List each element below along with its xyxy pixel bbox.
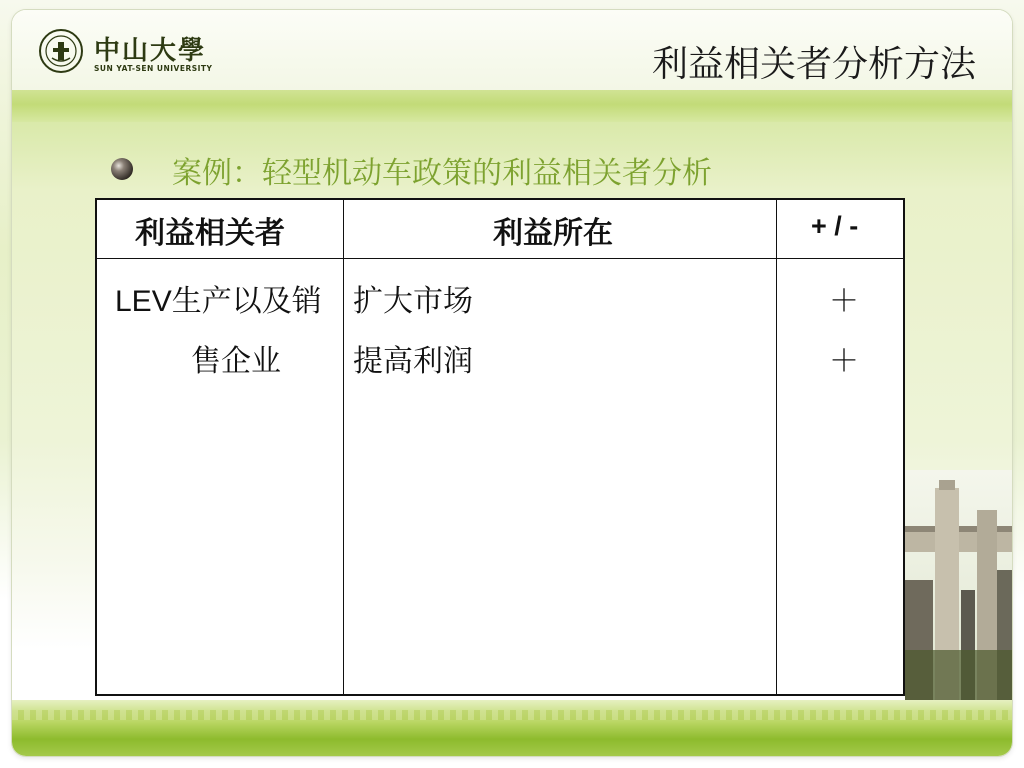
- bottom-stripe: [12, 710, 1012, 720]
- stakeholder-line-2: 售企业: [191, 344, 281, 379]
- gate-photo: [905, 470, 1012, 700]
- subtitle: 案例：轻型机动车政策的利益相关者分析: [172, 156, 712, 191]
- bullet-icon: [110, 157, 134, 181]
- table-column-divider: [776, 200, 777, 694]
- university-logo: [38, 28, 218, 88]
- header-stakeholder: 利益相关者: [135, 216, 285, 251]
- university-seal-icon: [38, 28, 84, 74]
- logo-subtitle: SUN YAT-SEN UNIVERSITY: [94, 64, 213, 73]
- stakeholder-table: [95, 198, 905, 696]
- bottom-green-band: [12, 700, 1012, 756]
- slide-title: 利益相关者分析方法: [651, 44, 976, 85]
- interest-row-2: 提高利润: [353, 344, 473, 379]
- top-green-band: [12, 90, 1012, 122]
- stakeholder-line-1: LEV生产以及销: [115, 285, 322, 318]
- sign-row-1: ＋: [829, 284, 859, 319]
- table-column-divider: [343, 200, 344, 694]
- slide-frame: [12, 10, 1012, 756]
- sign-row-2: ＋: [829, 344, 859, 379]
- header-interest: 利益所在: [493, 216, 613, 251]
- header-sign: + / -: [811, 211, 859, 241]
- logo-name: 中山大學: [94, 36, 207, 66]
- interest-row-1: 扩大市场: [353, 284, 473, 319]
- table-header-divider: [97, 258, 903, 259]
